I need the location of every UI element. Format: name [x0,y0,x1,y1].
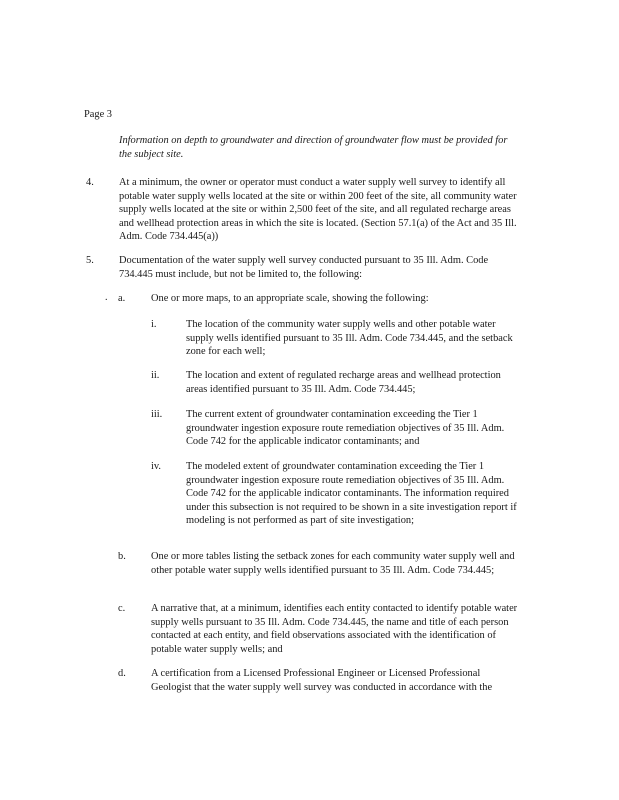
sub-letter: c. [118,603,126,614]
sub-text: One or more tables listing the setback zones for each community water supply well and other potable water supply wells identified pursuant to 35 Ill. Adm. Code 734.445; [151,551,515,576]
sub-letter: b. [118,551,126,562]
item-number: 4. [86,177,94,188]
sub-text: A certification from a Licensed Professional Engineer or Licensed Professional Geologist that the water supply well survey was conducted in accordance with the [151,668,493,693]
roman-text: The current extent of groundwater contamination exceeding the Tier 1 groundwater ingestion exposure route remediation objectives of 35 Ill. Adm. Code 742 for the applicable indicator contaminants; and [186,409,505,448]
roman-text: The location of the community water supply wells and other potable water supply wells identified pursuant to 35 Ill. Adm. Code 734.445, and the setback zone for each well; [186,319,513,358]
italic-note: Information on depth to groundwater and direction of groundwater flow must be provided for the subject site. [119,135,508,160]
margin-mark: . [105,292,108,303]
item-number: 5. [86,255,94,266]
sub-text: One or more maps, to an appropriate scale, showing the following: [151,293,429,304]
page-number: Page 3 [84,109,112,120]
sub-letter: d. [118,668,126,679]
item-text: Documentation of the water supply well survey conducted pursuant to 35 Ill. Adm. Code 734.445 must include, but not be limited to, the following: [119,255,489,280]
roman-number: iv. [151,461,162,472]
roman-text: The location and extent of regulated recharge areas and wellhead protection areas identified pursuant to 35 Ill. Adm. Code 734.445; [186,370,501,395]
roman-number: iii. [151,409,163,420]
sub-letter: a. [118,293,126,304]
roman-number: ii. [151,370,160,381]
roman-text: The modeled extent of groundwater contamination exceeding the Tier 1 groundwater ingestion exposure route remediation objectives of 35 Ill. Adm. Code 742 for the applicable indicator contaminants. The information required under this subsection is not required to be shown in a site investigation report if modeling is not performed as part of site investigation; [186,461,517,527]
sub-text: A narrative that, at a minimum, identifies each entity contacted to identify potable water supply wells pursuant to 35 Ill. Adm. Code 734.445, the name and title of each person contacted at each entity, and field observations associated with the identification of potable water supply wells; and [151,603,518,655]
roman-number: i. [151,319,157,330]
item-text: At a minimum, the owner or operator must conduct a water supply well survey to identify all potable water supply wells located at the site or within 200 feet of the site, all community water supply wells located at the site or within 2,500 feet of the site, and all regulated recharge areas and wellhead protection areas in which the site is located. (Section 57.1(a) of the Act and 35 Ill. Adm. Code 734.445(a)) [119,177,517,243]
